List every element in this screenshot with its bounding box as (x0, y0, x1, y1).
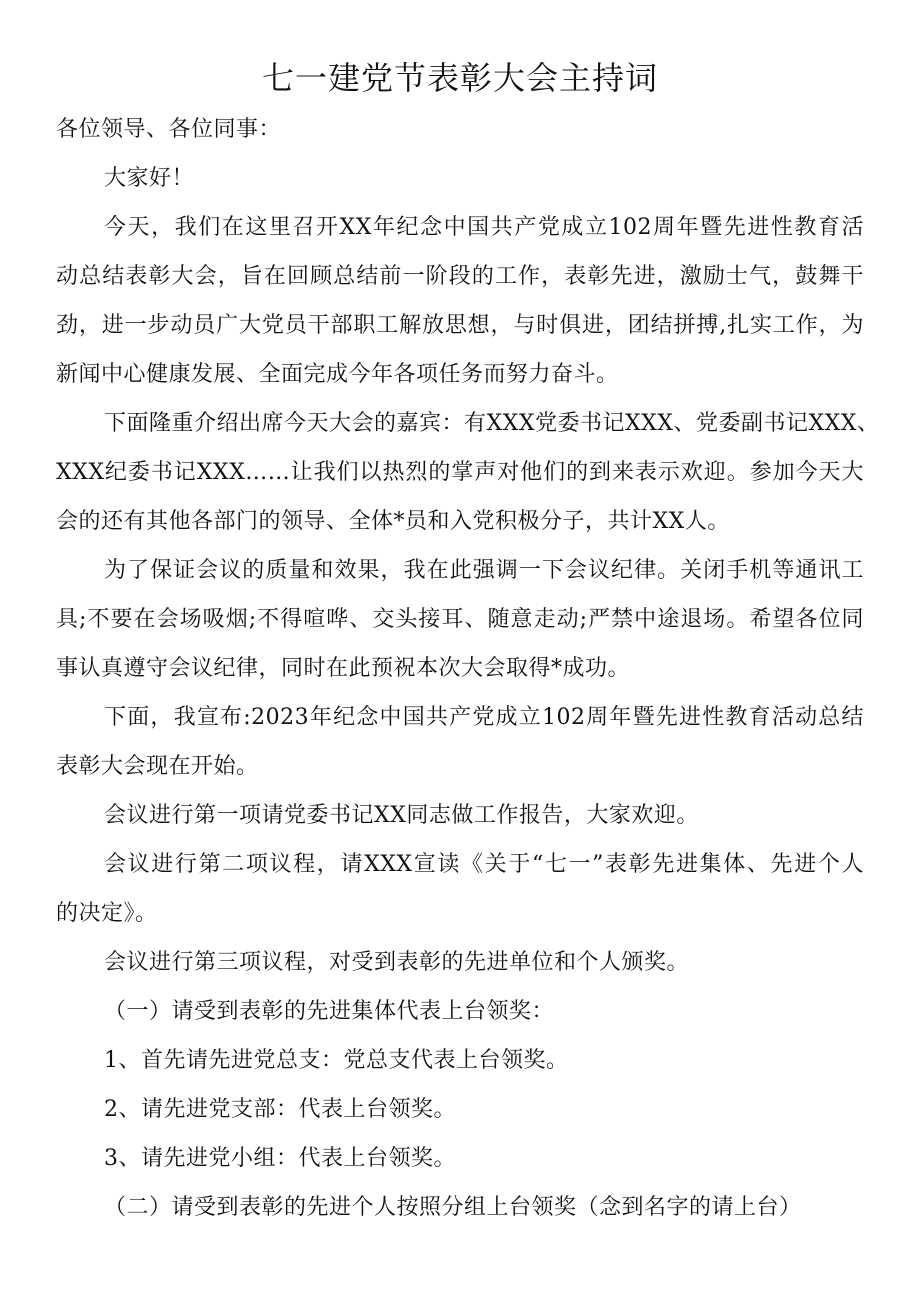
award-section-2: （二）请受到表彰的先进个人按照分组上台领奖（念到名字的请上台） (104, 1195, 802, 1220)
paragraph-2-line-1: 下面隆重介绍出席今天大会的嘉宾：有XXX党委书记XXX、党委副书记XXX、 (104, 411, 880, 436)
paragraph-1-line-4: 新闻中心健康发展、全面完成今年各项任务而努力奋斗。 (56, 362, 619, 387)
paragraph-1-line-1: 今天，我们在这里召开XX年纪念中国共产党成立102周年暨先进性教育活 (104, 215, 864, 240)
salutation: 各位领导、各位同事： (56, 117, 282, 142)
agenda-item-2-line-2: 的决定》。 (56, 901, 158, 926)
paragraph-3-line-2: 具;不要在会场吸烟;不得喧哗、交头接耳、随意走动;严禁中途退场。希望各位同 (56, 607, 864, 632)
paragraph-3-line-3: 事认真遵守会议纪律，同时在此预祝本次大会取得*成功。 (56, 656, 631, 681)
greeting: 大家好！ (104, 166, 195, 191)
paragraph-2-line-3: 会的还有其他各部门的领导、全体*员和入党积极分子，共计XX人。 (56, 509, 730, 534)
agenda-item-2-line-1: 会议进行第二项议程，请XXX宣读《关于“七一”表彰先进集体、先进个人 (104, 852, 864, 877)
paragraph-3-line-1: 为了保证会议的质量和效果，我在此强调一下会议纪律。关闭手机等通讯工 (104, 558, 864, 583)
award-item-2: 2、请先进党支部：代表上台领奖。 (104, 1097, 456, 1122)
paragraph-1-line-2: 动总结表彰大会，旨在回顾总结前一阶段的工作，表彰先进，激励士气，鼓舞干 (56, 264, 864, 289)
paragraph-4-line-2: 表彰大会现在开始。 (56, 754, 259, 779)
agenda-item-1: 会议进行第一项请党委书记XX同志做工作报告，大家欢迎。 (104, 803, 699, 828)
document-title: 七一建党节表彰大会主持词 (261, 59, 658, 97)
paragraph-4-line-1: 下面，我宣布:2023年纪念中国共产党成立102周年暨先进性教育活动总结 (104, 705, 864, 730)
award-section-1: （一）请受到表彰的先进集体代表上台领奖： (104, 999, 555, 1024)
award-item-3: 3、请先进党小组：代表上台领奖。 (104, 1146, 456, 1171)
award-item-1: 1、首先请先进党总支：党总支代表上台领奖。 (104, 1048, 569, 1073)
paragraph-2-line-2: XXX纪委书记XXX……让我们以热烈的掌声对他们的到来表示欢迎。参加今天大 (56, 460, 864, 485)
agenda-item-3: 会议进行第三项议程，对受到表彰的先进单位和个人颁奖。 (104, 950, 690, 975)
paragraph-1-line-3: 劲，进一步动员广大党员干部职工解放思想，与时俱进，团结拼搏,扎实工作，为 (56, 313, 864, 338)
